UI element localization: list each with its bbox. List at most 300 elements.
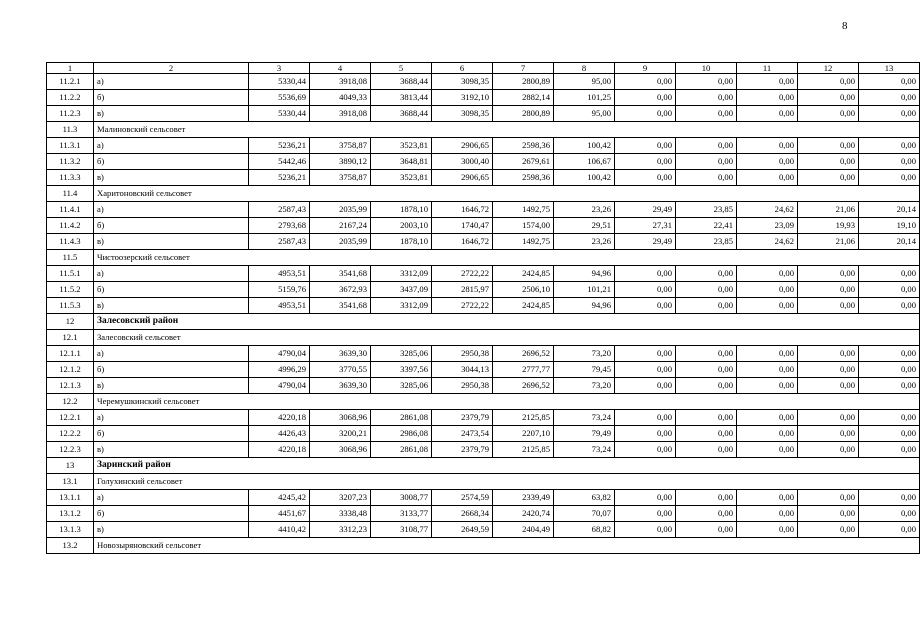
value-cell: 1646,72 bbox=[432, 234, 493, 250]
value-cell: 0,00 bbox=[859, 410, 920, 426]
row-code: 12.1.3 bbox=[47, 378, 94, 394]
value-cell: 24,62 bbox=[737, 202, 798, 218]
value-cell: 4049,33 bbox=[310, 90, 371, 106]
value-cell: 3312,09 bbox=[371, 298, 432, 314]
value-cell: 3541,68 bbox=[310, 298, 371, 314]
table-row bbox=[47, 74, 920, 90]
row-code: 11.3 bbox=[47, 122, 94, 138]
value-cell: 23,85 bbox=[676, 202, 737, 218]
table-row bbox=[47, 506, 920, 522]
row-code: 11.5.2 bbox=[47, 282, 94, 298]
value-cell: 3813,44 bbox=[371, 90, 432, 106]
value-cell: 0,00 bbox=[859, 442, 920, 458]
value-cell: 4410,42 bbox=[249, 522, 310, 538]
row-code: 11.4.2 bbox=[47, 218, 94, 234]
row-label: в) bbox=[94, 522, 249, 538]
row-code: 13.1 bbox=[47, 474, 94, 490]
value-cell: 0,00 bbox=[676, 138, 737, 154]
value-cell: 0,00 bbox=[737, 378, 798, 394]
value-cell: 0,00 bbox=[798, 490, 859, 506]
value-cell: 2649,59 bbox=[432, 522, 493, 538]
value-cell: 0,00 bbox=[798, 154, 859, 170]
value-cell: 4996,29 bbox=[249, 362, 310, 378]
row-label: б) bbox=[94, 426, 249, 442]
row-code: 13.1.3 bbox=[47, 522, 94, 538]
value-cell: 0,00 bbox=[676, 426, 737, 442]
value-cell: 4451,67 bbox=[249, 506, 310, 522]
table-row bbox=[47, 170, 920, 186]
row-code: 11.2.1 bbox=[47, 74, 94, 90]
row-label: в) bbox=[94, 442, 249, 458]
value-cell: 0,00 bbox=[798, 426, 859, 442]
value-cell: 3285,06 bbox=[371, 346, 432, 362]
value-cell: 0,00 bbox=[737, 90, 798, 106]
column-header: 2 bbox=[94, 63, 249, 74]
value-cell: 2506,10 bbox=[493, 282, 554, 298]
value-cell: 3541,68 bbox=[310, 266, 371, 282]
value-cell: 3312,23 bbox=[310, 522, 371, 538]
value-cell: 101,21 bbox=[554, 282, 615, 298]
value-cell: 0,00 bbox=[798, 346, 859, 362]
value-cell: 0,00 bbox=[737, 442, 798, 458]
value-cell: 20,14 bbox=[859, 234, 920, 250]
value-cell: 0,00 bbox=[859, 378, 920, 394]
value-cell: 0,00 bbox=[676, 298, 737, 314]
value-cell: 0,00 bbox=[676, 442, 737, 458]
row-code: 11.5.3 bbox=[47, 298, 94, 314]
value-cell: 3200,21 bbox=[310, 426, 371, 442]
row-code: 11.3.3 bbox=[47, 170, 94, 186]
value-cell: 100,42 bbox=[554, 138, 615, 154]
value-cell: 0,00 bbox=[615, 74, 676, 90]
value-cell: 3098,35 bbox=[432, 74, 493, 90]
value-cell: 3192,10 bbox=[432, 90, 493, 106]
value-cell: 2167,24 bbox=[310, 218, 371, 234]
value-cell: 2668,34 bbox=[432, 506, 493, 522]
section-title: Черемушкинский сельсовет bbox=[94, 394, 920, 410]
value-cell: 100,42 bbox=[554, 170, 615, 186]
value-cell: 3285,06 bbox=[371, 378, 432, 394]
value-cell: 0,00 bbox=[737, 138, 798, 154]
value-cell: 21,06 bbox=[798, 234, 859, 250]
row-code: 11.4.1 bbox=[47, 202, 94, 218]
value-cell: 2035,99 bbox=[310, 234, 371, 250]
value-cell: 2424,85 bbox=[493, 266, 554, 282]
value-cell: 4220,18 bbox=[249, 410, 310, 426]
row-code: 11.5 bbox=[47, 250, 94, 266]
column-header: 3 bbox=[249, 63, 310, 74]
value-cell: 4790,04 bbox=[249, 378, 310, 394]
value-cell: 3918,08 bbox=[310, 74, 371, 90]
row-code: 13.1.2 bbox=[47, 506, 94, 522]
value-cell: 1878,10 bbox=[371, 202, 432, 218]
value-cell: 0,00 bbox=[798, 90, 859, 106]
value-cell: 0,00 bbox=[859, 138, 920, 154]
value-cell: 0,00 bbox=[859, 154, 920, 170]
section-row bbox=[47, 122, 920, 138]
value-cell: 0,00 bbox=[859, 74, 920, 90]
row-label: б) bbox=[94, 154, 249, 170]
row-label: б) bbox=[94, 90, 249, 106]
table-row bbox=[47, 362, 920, 378]
table-body bbox=[47, 63, 920, 554]
value-cell: 0,00 bbox=[615, 410, 676, 426]
value-cell: 0,00 bbox=[676, 522, 737, 538]
row-label: а) bbox=[94, 74, 249, 90]
value-cell: 0,00 bbox=[615, 378, 676, 394]
value-cell: 73,20 bbox=[554, 346, 615, 362]
value-cell: 3000,40 bbox=[432, 154, 493, 170]
table-row bbox=[47, 138, 920, 154]
value-cell: 70,07 bbox=[554, 506, 615, 522]
section-row bbox=[47, 538, 920, 554]
value-cell: 95,00 bbox=[554, 74, 615, 90]
value-cell: 29,49 bbox=[615, 234, 676, 250]
value-cell: 0,00 bbox=[859, 490, 920, 506]
value-cell: 0,00 bbox=[615, 266, 676, 282]
value-cell: 0,00 bbox=[676, 74, 737, 90]
value-cell: 1740,47 bbox=[432, 218, 493, 234]
value-cell: 4245,42 bbox=[249, 490, 310, 506]
value-cell: 22,41 bbox=[676, 218, 737, 234]
value-cell: 0,00 bbox=[737, 170, 798, 186]
value-cell: 0,00 bbox=[798, 410, 859, 426]
value-cell: 63,82 bbox=[554, 490, 615, 506]
value-cell: 0,00 bbox=[615, 90, 676, 106]
value-cell: 0,00 bbox=[676, 490, 737, 506]
value-cell: 23,85 bbox=[676, 234, 737, 250]
row-label: б) bbox=[94, 362, 249, 378]
value-cell: 0,00 bbox=[798, 506, 859, 522]
value-cell: 2722,22 bbox=[432, 266, 493, 282]
value-cell: 2882,14 bbox=[493, 90, 554, 106]
value-cell: 2906,65 bbox=[432, 138, 493, 154]
column-header: 6 bbox=[432, 63, 493, 74]
value-cell: 3890,12 bbox=[310, 154, 371, 170]
row-code: 12.2.2 bbox=[47, 426, 94, 442]
row-code: 13.2 bbox=[47, 538, 94, 554]
table-row bbox=[47, 202, 920, 218]
row-label: в) bbox=[94, 298, 249, 314]
section-row bbox=[47, 186, 920, 202]
column-header: 10 bbox=[676, 63, 737, 74]
value-cell: 4426,43 bbox=[249, 426, 310, 442]
value-cell: 2379,79 bbox=[432, 442, 493, 458]
value-cell: 0,00 bbox=[859, 266, 920, 282]
value-cell: 0,00 bbox=[615, 154, 676, 170]
section-row bbox=[47, 314, 920, 330]
value-cell: 4790,04 bbox=[249, 346, 310, 362]
value-cell: 2861,08 bbox=[371, 410, 432, 426]
value-cell: 0,00 bbox=[859, 90, 920, 106]
value-cell: 29,49 bbox=[615, 202, 676, 218]
table-row bbox=[47, 218, 920, 234]
column-header: 8 bbox=[554, 63, 615, 74]
column-header: 9 bbox=[615, 63, 676, 74]
value-cell: 3098,35 bbox=[432, 106, 493, 122]
value-cell: 0,00 bbox=[737, 154, 798, 170]
row-code: 11.4.3 bbox=[47, 234, 94, 250]
table-row bbox=[47, 378, 920, 394]
section-title: Малиновский сельсовет bbox=[94, 122, 920, 138]
value-cell: 0,00 bbox=[798, 362, 859, 378]
value-cell: 2035,99 bbox=[310, 202, 371, 218]
value-cell: 0,00 bbox=[676, 410, 737, 426]
value-cell: 0,00 bbox=[615, 170, 676, 186]
section-row bbox=[47, 474, 920, 490]
section-title: Харитоновский сельсовет bbox=[94, 186, 920, 202]
section-row bbox=[47, 394, 920, 410]
value-cell: 0,00 bbox=[615, 346, 676, 362]
value-cell: 0,00 bbox=[798, 282, 859, 298]
value-cell: 3044,13 bbox=[432, 362, 493, 378]
value-cell: 2424,85 bbox=[493, 298, 554, 314]
value-cell: 2800,89 bbox=[493, 106, 554, 122]
section-title: Заринский район bbox=[94, 458, 920, 474]
value-cell: 1492,75 bbox=[493, 234, 554, 250]
table-row bbox=[47, 266, 920, 282]
value-cell: 0,00 bbox=[737, 522, 798, 538]
value-cell: 0,00 bbox=[615, 362, 676, 378]
value-cell: 2125,85 bbox=[493, 410, 554, 426]
row-code: 12.2.3 bbox=[47, 442, 94, 458]
value-cell: 2339,49 bbox=[493, 490, 554, 506]
row-label: б) bbox=[94, 282, 249, 298]
value-cell: 5442,46 bbox=[249, 154, 310, 170]
table-row bbox=[47, 154, 920, 170]
value-cell: 19,10 bbox=[859, 218, 920, 234]
value-cell: 5330,44 bbox=[249, 74, 310, 90]
value-cell: 24,62 bbox=[737, 234, 798, 250]
table-row bbox=[47, 234, 920, 250]
row-label: а) bbox=[94, 266, 249, 282]
row-code: 11.4 bbox=[47, 186, 94, 202]
value-cell: 2950,38 bbox=[432, 346, 493, 362]
value-cell: 0,00 bbox=[615, 426, 676, 442]
row-code: 13 bbox=[47, 458, 94, 474]
value-cell: 0,00 bbox=[676, 506, 737, 522]
value-cell: 0,00 bbox=[859, 362, 920, 378]
row-label: б) bbox=[94, 218, 249, 234]
value-cell: 23,09 bbox=[737, 218, 798, 234]
table-row bbox=[47, 346, 920, 362]
value-cell: 5236,21 bbox=[249, 138, 310, 154]
section-row bbox=[47, 458, 920, 474]
value-cell: 0,00 bbox=[798, 378, 859, 394]
row-label: в) bbox=[94, 170, 249, 186]
column-header: 13 bbox=[859, 63, 920, 74]
value-cell: 3770,55 bbox=[310, 362, 371, 378]
row-label: б) bbox=[94, 506, 249, 522]
value-cell: 0,00 bbox=[859, 506, 920, 522]
value-cell: 0,00 bbox=[676, 90, 737, 106]
value-cell: 5330,44 bbox=[249, 106, 310, 122]
value-cell: 2574,59 bbox=[432, 490, 493, 506]
section-row bbox=[47, 330, 920, 346]
page-number: 8 bbox=[842, 20, 848, 32]
table-row bbox=[47, 410, 920, 426]
value-cell: 0,00 bbox=[737, 74, 798, 90]
value-cell: 0,00 bbox=[798, 138, 859, 154]
value-cell: 0,00 bbox=[737, 266, 798, 282]
value-cell: 3068,96 bbox=[310, 442, 371, 458]
value-cell: 95,00 bbox=[554, 106, 615, 122]
value-cell: 0,00 bbox=[615, 138, 676, 154]
row-code: 12.1.2 bbox=[47, 362, 94, 378]
value-cell: 2679,61 bbox=[493, 154, 554, 170]
row-code: 11.3.1 bbox=[47, 138, 94, 154]
value-cell: 0,00 bbox=[859, 106, 920, 122]
value-cell: 3312,09 bbox=[371, 266, 432, 282]
value-cell: 20,14 bbox=[859, 202, 920, 218]
table-row bbox=[47, 106, 920, 122]
row-code: 12.1 bbox=[47, 330, 94, 346]
row-label: а) bbox=[94, 490, 249, 506]
value-cell: 3133,77 bbox=[371, 506, 432, 522]
value-cell: 2722,22 bbox=[432, 298, 493, 314]
tariff-table bbox=[46, 62, 920, 554]
value-cell: 0,00 bbox=[859, 282, 920, 298]
value-cell: 2003,10 bbox=[371, 218, 432, 234]
value-cell: 0,00 bbox=[798, 298, 859, 314]
value-cell: 0,00 bbox=[737, 346, 798, 362]
value-cell: 94,96 bbox=[554, 298, 615, 314]
value-cell: 0,00 bbox=[737, 298, 798, 314]
value-cell: 73,24 bbox=[554, 442, 615, 458]
value-cell: 2986,08 bbox=[371, 426, 432, 442]
value-cell: 0,00 bbox=[737, 282, 798, 298]
value-cell: 0,00 bbox=[676, 362, 737, 378]
table-row bbox=[47, 522, 920, 538]
value-cell: 0,00 bbox=[615, 442, 676, 458]
value-cell: 3688,44 bbox=[371, 74, 432, 90]
row-code: 13.1.1 bbox=[47, 490, 94, 506]
value-cell: 3639,30 bbox=[310, 346, 371, 362]
section-row bbox=[47, 250, 920, 266]
value-cell: 0,00 bbox=[737, 106, 798, 122]
value-cell: 3758,87 bbox=[310, 138, 371, 154]
section-title: Новозыряновский сельсовет bbox=[94, 538, 920, 554]
value-cell: 1574,00 bbox=[493, 218, 554, 234]
value-cell: 2696,52 bbox=[493, 346, 554, 362]
section-title: Чистоозерский сельсовет bbox=[94, 250, 920, 266]
header-row bbox=[47, 63, 920, 74]
table-row bbox=[47, 298, 920, 314]
section-title: Залесовский сельсовет bbox=[94, 330, 920, 346]
value-cell: 0,00 bbox=[859, 170, 920, 186]
value-cell: 3523,81 bbox=[371, 138, 432, 154]
value-cell: 0,00 bbox=[676, 346, 737, 362]
value-cell: 68,82 bbox=[554, 522, 615, 538]
value-cell: 3918,08 bbox=[310, 106, 371, 122]
column-header: 7 bbox=[493, 63, 554, 74]
value-cell: 94,96 bbox=[554, 266, 615, 282]
value-cell: 106,67 bbox=[554, 154, 615, 170]
value-cell: 23,26 bbox=[554, 202, 615, 218]
row-code: 11.3.2 bbox=[47, 154, 94, 170]
column-header: 5 bbox=[371, 63, 432, 74]
value-cell: 21,06 bbox=[798, 202, 859, 218]
value-cell: 0,00 bbox=[737, 426, 798, 442]
value-cell: 1492,75 bbox=[493, 202, 554, 218]
value-cell: 2420,74 bbox=[493, 506, 554, 522]
value-cell: 2696,52 bbox=[493, 378, 554, 394]
value-cell: 0,00 bbox=[615, 490, 676, 506]
value-cell: 23,26 bbox=[554, 234, 615, 250]
row-code: 11.2.2 bbox=[47, 90, 94, 106]
value-cell: 2815,97 bbox=[432, 282, 493, 298]
value-cell: 0,00 bbox=[859, 346, 920, 362]
value-cell: 0,00 bbox=[615, 506, 676, 522]
value-cell: 0,00 bbox=[737, 490, 798, 506]
value-cell: 2793,68 bbox=[249, 218, 310, 234]
value-cell: 0,00 bbox=[859, 298, 920, 314]
table-row bbox=[47, 426, 920, 442]
section-title: Голухинский сельсовет bbox=[94, 474, 920, 490]
row-label: в) bbox=[94, 234, 249, 250]
value-cell: 3688,44 bbox=[371, 106, 432, 122]
value-cell: 2587,43 bbox=[249, 202, 310, 218]
value-cell: 0,00 bbox=[737, 506, 798, 522]
value-cell: 2207,10 bbox=[493, 426, 554, 442]
table-row bbox=[47, 90, 920, 106]
value-cell: 2473,54 bbox=[432, 426, 493, 442]
value-cell: 29,51 bbox=[554, 218, 615, 234]
value-cell: 2861,08 bbox=[371, 442, 432, 458]
value-cell: 3758,87 bbox=[310, 170, 371, 186]
value-cell: 2777,77 bbox=[493, 362, 554, 378]
value-cell: 5236,21 bbox=[249, 170, 310, 186]
value-cell: 3437,09 bbox=[371, 282, 432, 298]
row-code: 12 bbox=[47, 314, 94, 330]
value-cell: 2587,43 bbox=[249, 234, 310, 250]
column-header: 12 bbox=[798, 63, 859, 74]
value-cell: 5536,69 bbox=[249, 90, 310, 106]
value-cell: 0,00 bbox=[676, 266, 737, 282]
value-cell: 4953,51 bbox=[249, 266, 310, 282]
row-label: а) bbox=[94, 346, 249, 362]
value-cell: 19,93 bbox=[798, 218, 859, 234]
value-cell: 4953,51 bbox=[249, 298, 310, 314]
value-cell: 1646,72 bbox=[432, 202, 493, 218]
row-label: а) bbox=[94, 202, 249, 218]
value-cell: 3207,23 bbox=[310, 490, 371, 506]
value-cell: 0,00 bbox=[676, 154, 737, 170]
value-cell: 0,00 bbox=[798, 442, 859, 458]
value-cell: 3108,77 bbox=[371, 522, 432, 538]
row-label: а) bbox=[94, 138, 249, 154]
value-cell: 4220,18 bbox=[249, 442, 310, 458]
row-code: 12.2.1 bbox=[47, 410, 94, 426]
value-cell: 3068,96 bbox=[310, 410, 371, 426]
column-header: 1 bbox=[47, 63, 94, 74]
value-cell: 0,00 bbox=[798, 266, 859, 282]
row-code: 12.2 bbox=[47, 394, 94, 410]
value-cell: 2125,85 bbox=[493, 442, 554, 458]
value-cell: 1878,10 bbox=[371, 234, 432, 250]
value-cell: 101,25 bbox=[554, 90, 615, 106]
value-cell: 2598,36 bbox=[493, 138, 554, 154]
row-label: а) bbox=[94, 410, 249, 426]
value-cell: 0,00 bbox=[676, 282, 737, 298]
value-cell: 0,00 bbox=[798, 170, 859, 186]
row-code: 12.1.1 bbox=[47, 346, 94, 362]
value-cell: 0,00 bbox=[798, 522, 859, 538]
value-cell: 0,00 bbox=[676, 378, 737, 394]
value-cell: 5159,76 bbox=[249, 282, 310, 298]
value-cell: 73,20 bbox=[554, 378, 615, 394]
value-cell: 3338,48 bbox=[310, 506, 371, 522]
